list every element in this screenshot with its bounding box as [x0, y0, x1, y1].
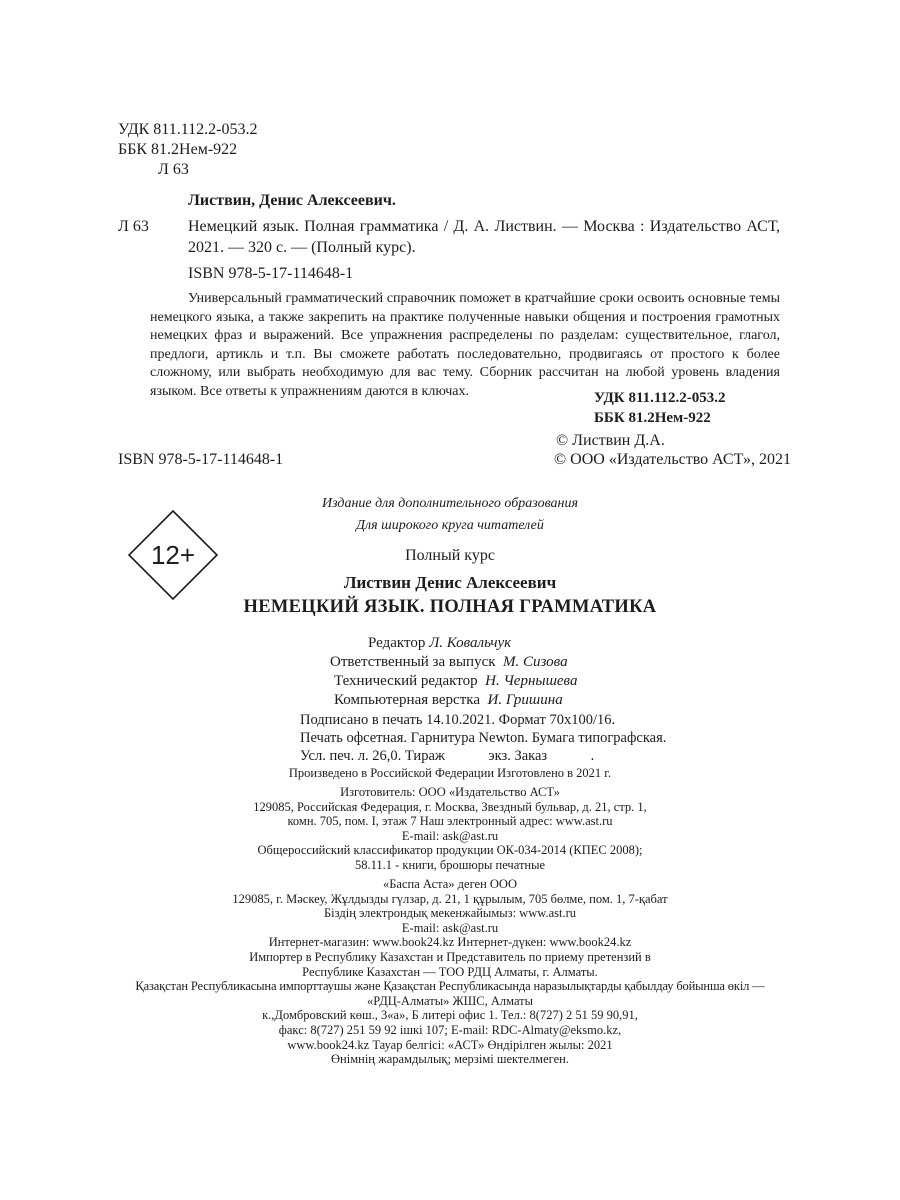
isbn-bottom: ISBN 978-5-17-114648-1 [118, 451, 284, 468]
imprint-line: E-mail: ask@ast.ru [401, 828, 499, 843]
catalog-isbn: ISBN 978-5-17-114648-1 [188, 265, 354, 282]
age-rating: 12+ [150, 540, 196, 570]
author-mark: Л 63 [158, 161, 189, 178]
imprint-line: www.book24.kz Тауар белгісі: «АСТ» Өндірілген жылы: 2021 [287, 1037, 613, 1052]
edition-note-purpose: Издание для дополнительного образования [321, 496, 579, 511]
udk-code-right: УДК 811.112.2-053.2 [594, 390, 726, 406]
imprint-line: Республике Казахстан — ТОО РДЦ Алматы, г. Алматы. [302, 964, 598, 979]
catalog-author-mark: Л 63 [118, 218, 149, 235]
annotation-text: Универсальный грамматический справочник поможет в кратчайшие сроки освоить основные темы немецкого языка, а также закрепить на практике полученные навыки общения и построения грамотных немецких фраз и выражений. Все упражнения распределены по разделам: существительное, глагол, предлоги, артикль и т.п. Вы сможете работать последовательно, продвигаясь от простого к более сложному, или выбрать необходимую для вас тему. Сборник рассчитан на любой уровень владения языком. Все ответы к упражнениям даются в ключах. [150, 291, 780, 399]
credit-line [330, 653, 568, 672]
imprint-line: комн. 705, пом. I, этаж 7 Наш электронный адрес: www.ast.ru [287, 814, 613, 829]
catalog-author-heading: Листвин, Денис Алексеевич. [188, 192, 396, 209]
credit-name: И. Гришина [487, 692, 563, 708]
credit-line [334, 691, 563, 710]
udk-code: УДК 811.112.2-053.2 [118, 121, 258, 138]
credit-role: Ответственный за выпуск [330, 654, 496, 670]
print-details-paper: Печать офсетная. Гарнитура Newton. Бумага типографская. [300, 730, 667, 746]
credit-line [368, 634, 511, 653]
print-details-signed: Подписано в печать 14.10.2021. Формат 70x100/16. [300, 712, 616, 728]
catalog-entry: Немецкий язык. Полная грамматика / Д. А. Листвин. — Москва : Издательство АСТ, 2021. — 320 с. — (Полный курс). [188, 218, 780, 256]
imprint-line: Біздің электрондық мекенжайымыз: www.ast.ru [324, 906, 576, 921]
edition-note-audience: Для широкого круга читателей [356, 518, 544, 533]
bbk-code: ББК 81.2Нем-922 [118, 141, 238, 158]
imprint-line: Импортер в Республику Казахстан и Представитель по приему претензий в [249, 950, 651, 964]
imprint-line: 129085, г. Мәскеу, Жұлдызды гүлзар, д. 21, 1 құрылым, 705 бөлме, пом. 1, 7-қабат [232, 891, 668, 906]
imprint-line: факс: 8(727) 251 59 92 ішкі 107; E-mail: RDC-Almaty@eksmo.kz, [278, 1023, 622, 1037]
imprint-line: 58.11.1 - книги, брошюры печатные [354, 858, 546, 872]
imprint-line: Өнімнің жарамдылық; мерзімі шектелмеген. [331, 1052, 569, 1067]
credit-role: Компьютерная верстка [334, 692, 480, 708]
credit-name: Н. Чернышева [485, 673, 578, 689]
credit-role: Технический редактор [334, 673, 478, 689]
imprint-line: «Баспа Аста» деген ООО [382, 877, 517, 891]
imprint-line: Қазақстан Республикасына импорттаушы және Қазақстан Республикасында наразылықтарды қабылдау бойынша өкіл — [135, 979, 765, 994]
print-details-circulation: Усл. печ. л. 26,0. Тираж экз. Заказ . [300, 748, 595, 764]
credit-role: Редактор [368, 635, 426, 651]
imprint-line: E-mail: ask@ast.ru [401, 920, 499, 935]
imprint-line: к.,Домбровский көш., 3«а», Б литері офис 1. Тел.: 8(727) 2 51 59 90,91, [262, 1008, 638, 1023]
copyright-author: © Листвин Д.А. [556, 432, 665, 449]
credit-name: М. Сизова [503, 654, 568, 670]
credit-name: Л. Ковальчук [429, 635, 512, 651]
imprint-line: Произведено в Российской Федерации Изготовлено в 2021 г. [288, 766, 612, 780]
annotation [150, 290, 780, 401]
imprint-line: Общероссийский классификатор продукции ОК-034-2014 (КПЕС 2008); [257, 843, 643, 858]
book-title: НЕМЕЦКИЙ ЯЗЫК. ПОЛНАЯ ГРАММАТИКА [243, 597, 657, 617]
imprint-line: 129085, Российская Федерация, г. Москва, Звездный бульвар, д. 21, стр. 1, [253, 799, 647, 814]
book-author: Листвин Денис Алексеевич [343, 573, 557, 592]
classification-block [118, 120, 257, 180]
bbk-code-right: ББК 81.2Нем-922 [594, 410, 711, 426]
series-name: Полный курс [405, 547, 495, 564]
imprint-line: «РДЦ-Алматы» ЖШС, Алматы [366, 993, 534, 1008]
credit-line [334, 672, 577, 691]
copyright-publisher: © ООО «Издательство АСТ», 2021 [554, 451, 791, 468]
imprint-line: Изготовитель: ООО «Издательство АСТ» [340, 785, 560, 799]
imprint-line: Интернет-магазин: www.book24.kz Интернет-дүкен: www.book24.kz [268, 935, 632, 950]
